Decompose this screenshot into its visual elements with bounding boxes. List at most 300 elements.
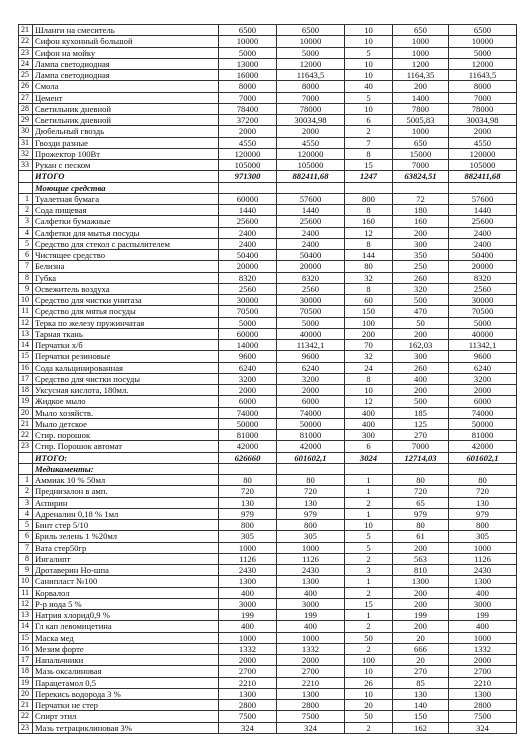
- unit-price: 260: [393, 362, 449, 373]
- unit-price: 200: [393, 598, 449, 609]
- row-number: 28: [19, 103, 33, 114]
- row-number: 2: [19, 205, 33, 216]
- item-name: Шланги на смеситель: [33, 25, 219, 36]
- quantity: 400: [345, 407, 393, 418]
- total-amount: 80: [449, 475, 517, 486]
- row-number: [19, 452, 33, 463]
- planned-amount: 74000: [219, 407, 277, 418]
- planned-amount: 2210: [219, 677, 277, 688]
- total-amount: 1332: [449, 643, 517, 654]
- table-row: [19, 396, 517, 407]
- planned-amount: 2000: [219, 655, 277, 666]
- table-row: [19, 632, 517, 643]
- table-row: [19, 722, 517, 733]
- planned-amount: 1126: [219, 553, 277, 564]
- actual-amount: 4550: [277, 137, 345, 148]
- actual-amount: 2400: [277, 238, 345, 249]
- table-row: [19, 531, 517, 542]
- table-row: [19, 250, 517, 261]
- total-amount: 25600: [449, 216, 517, 227]
- row-number: 30: [19, 126, 33, 137]
- unit-price: 1200: [393, 58, 449, 69]
- item-name: Средство для чистки посуды: [33, 373, 219, 384]
- actual-amount: [277, 463, 345, 474]
- quantity: 15: [345, 160, 393, 171]
- quantity: 1: [345, 508, 393, 519]
- actual-amount: 6000: [277, 396, 345, 407]
- actual-amount: 11643,5: [277, 70, 345, 81]
- unit-price: 200: [393, 587, 449, 598]
- total-amount: 70500: [449, 306, 517, 317]
- total-amount: 305: [449, 531, 517, 542]
- actual-amount: 400: [277, 621, 345, 632]
- table-row: [19, 666, 517, 677]
- planned-amount: 400: [219, 587, 277, 598]
- unit-price: 810: [393, 565, 449, 576]
- unit-price: 12714,03: [393, 452, 449, 463]
- actual-amount: 1300: [277, 688, 345, 699]
- row-number: 32: [19, 148, 33, 159]
- section-header-row: [19, 463, 517, 474]
- planned-amount: 5000: [219, 317, 277, 328]
- table-row: [19, 655, 517, 666]
- item-name: Лампа светодиодная: [33, 58, 219, 69]
- actual-amount: 80: [277, 475, 345, 486]
- planned-amount: 2560: [219, 283, 277, 294]
- total-amount: 50000: [449, 418, 517, 429]
- row-number: 33: [19, 160, 33, 171]
- quantity: 26: [345, 677, 393, 688]
- actual-amount: 9600: [277, 351, 345, 362]
- unit-price: 20: [393, 632, 449, 643]
- unit-price: 7000: [393, 441, 449, 452]
- table-row: [19, 25, 517, 36]
- unit-price: 300: [393, 351, 449, 362]
- row-number: [19, 182, 33, 193]
- row-number: 18: [19, 666, 33, 677]
- planned-amount: 2430: [219, 565, 277, 576]
- row-number: 22: [19, 36, 33, 47]
- unit-price: 650: [393, 137, 449, 148]
- actual-amount: 120000: [277, 148, 345, 159]
- actual-amount: 74000: [277, 407, 345, 418]
- item-name: ИТОГО:: [33, 452, 219, 463]
- total-amount: 12000: [449, 58, 517, 69]
- row-number: 15: [19, 632, 33, 643]
- quantity: 1: [345, 576, 393, 587]
- actual-amount: 882411,68: [277, 171, 345, 182]
- row-number: 16: [19, 362, 33, 373]
- row-number: 10: [19, 295, 33, 306]
- quantity: 2: [345, 643, 393, 654]
- quantity: 8: [345, 148, 393, 159]
- actual-amount: 11342,1: [277, 340, 345, 351]
- quantity: 80: [345, 261, 393, 272]
- quantity: 2: [345, 126, 393, 137]
- table-row: [19, 677, 517, 688]
- actual-amount: 2560: [277, 283, 345, 294]
- table-row: [19, 430, 517, 441]
- total-amount: 8320: [449, 272, 517, 283]
- actual-amount: 70500: [277, 306, 345, 317]
- actual-amount: 25600: [277, 216, 345, 227]
- planned-amount: 2700: [219, 666, 277, 677]
- unit-price: [393, 182, 449, 193]
- planned-amount: 70500: [219, 306, 277, 317]
- row-number: 2: [19, 486, 33, 497]
- table-row: [19, 418, 517, 429]
- row-number: 6: [19, 250, 33, 261]
- item-name: Белизна: [33, 261, 219, 272]
- actual-amount: 130: [277, 497, 345, 508]
- total-amount: 30034,98: [449, 115, 517, 126]
- item-name: Средство для мятья посуды: [33, 306, 219, 317]
- total-amount: [449, 463, 517, 474]
- table-row: [19, 193, 517, 204]
- quantity: 1: [345, 475, 393, 486]
- planned-amount: 7500: [219, 711, 277, 722]
- table-row: [19, 610, 517, 621]
- row-number: 21: [19, 25, 33, 36]
- unit-price: 150: [393, 711, 449, 722]
- unit-price: 80: [393, 520, 449, 531]
- total-amount: 50400: [449, 250, 517, 261]
- item-name: Гл кап левомицетина: [33, 621, 219, 632]
- table-row: [19, 47, 517, 58]
- unit-price: 270: [393, 666, 449, 677]
- row-number: 8: [19, 272, 33, 283]
- row-number: 11: [19, 306, 33, 317]
- table-row: [19, 553, 517, 564]
- actual-amount: [277, 182, 345, 193]
- quantity: 5: [345, 47, 393, 58]
- row-number: 27: [19, 92, 33, 103]
- quantity: 32: [345, 351, 393, 362]
- row-number: 17: [19, 373, 33, 384]
- item-name: Губка: [33, 272, 219, 283]
- item-name: Натрия хлорид0,9 %: [33, 610, 219, 621]
- total-amount: 120000: [449, 148, 517, 159]
- quantity: 8: [345, 373, 393, 384]
- row-number: 12: [19, 317, 33, 328]
- row-number: 14: [19, 621, 33, 632]
- actual-amount: 8000: [277, 81, 345, 92]
- total-row: [19, 452, 517, 463]
- planned-amount: 50000: [219, 418, 277, 429]
- row-number: 1: [19, 193, 33, 204]
- total-amount: [449, 182, 517, 193]
- unit-price: 63824,51: [393, 171, 449, 182]
- unit-price: 350: [393, 250, 449, 261]
- table-row: [19, 137, 517, 148]
- table-body: [19, 25, 517, 734]
- table-row: [19, 621, 517, 632]
- quantity: 1247: [345, 171, 393, 182]
- unit-price: 563: [393, 553, 449, 564]
- item-name: Терка по железу пружинчатая: [33, 317, 219, 328]
- row-number: 17: [19, 655, 33, 666]
- actual-amount: 2000: [277, 126, 345, 137]
- item-name: Салфетки для мытья посуды: [33, 227, 219, 238]
- row-number: 13: [19, 610, 33, 621]
- unit-price: 80: [393, 475, 449, 486]
- table-row: [19, 598, 517, 609]
- total-amount: 78000: [449, 103, 517, 114]
- total-amount: 2400: [449, 238, 517, 249]
- item-name: Ингалипт: [33, 553, 219, 564]
- row-number: [19, 463, 33, 474]
- quantity: 32: [345, 272, 393, 283]
- table-row: [19, 385, 517, 396]
- unit-price: 250: [393, 261, 449, 272]
- total-amount: 42000: [449, 441, 517, 452]
- item-name: Тарная ткань: [33, 328, 219, 339]
- total-amount: 4550: [449, 137, 517, 148]
- row-number: 12: [19, 598, 33, 609]
- planned-amount: 9600: [219, 351, 277, 362]
- quantity: 1: [345, 486, 393, 497]
- quantity: 3024: [345, 452, 393, 463]
- unit-price: 320: [393, 283, 449, 294]
- quantity: 10: [345, 666, 393, 677]
- unit-price: 300: [393, 238, 449, 249]
- unit-price: 7800: [393, 103, 449, 114]
- actual-amount: 3000: [277, 598, 345, 609]
- quantity: 160: [345, 216, 393, 227]
- total-amount: 6500: [449, 25, 517, 36]
- table-row: [19, 362, 517, 373]
- total-amount: 400: [449, 587, 517, 598]
- planned-amount: 78400: [219, 103, 277, 114]
- table-row: [19, 272, 517, 283]
- planned-amount: 3200: [219, 373, 277, 384]
- actual-amount: 400: [277, 587, 345, 598]
- unit-price: 65: [393, 497, 449, 508]
- item-name: Мазь оксалиновая: [33, 666, 219, 677]
- total-amount: 3000: [449, 598, 517, 609]
- table-row: [19, 295, 517, 306]
- unit-price: 500: [393, 396, 449, 407]
- planned-amount: 105000: [219, 160, 277, 171]
- unit-price: 162: [393, 722, 449, 733]
- unit-price: 260: [393, 272, 449, 283]
- actual-amount: 57600: [277, 193, 345, 204]
- unit-price: 666: [393, 643, 449, 654]
- unit-price: 1400: [393, 92, 449, 103]
- table-row: [19, 58, 517, 69]
- total-amount: 1300: [449, 688, 517, 699]
- table-row: [19, 508, 517, 519]
- row-number: 16: [19, 643, 33, 654]
- table-row: [19, 373, 517, 384]
- table-row: [19, 520, 517, 531]
- actual-amount: 6240: [277, 362, 345, 373]
- unit-price: 270: [393, 430, 449, 441]
- planned-amount: 1000: [219, 632, 277, 643]
- item-name: Перчатки не стер: [33, 700, 219, 711]
- total-amount: 20000: [449, 261, 517, 272]
- planned-amount: 7000: [219, 92, 277, 103]
- quantity: 24: [345, 362, 393, 373]
- table-row: [19, 475, 517, 486]
- item-name: Аммиак 10 % 50мл: [33, 475, 219, 486]
- total-amount: 1440: [449, 205, 517, 216]
- unit-price: 200: [393, 81, 449, 92]
- quantity: 10: [345, 688, 393, 699]
- item-name: Гвозди разные: [33, 137, 219, 148]
- row-number: 26: [19, 81, 33, 92]
- actual-amount: 81000: [277, 430, 345, 441]
- total-amount: 400: [449, 621, 517, 632]
- actual-amount: 7500: [277, 711, 345, 722]
- total-amount: 5000: [449, 317, 517, 328]
- unit-price: 72: [393, 193, 449, 204]
- table-row: [19, 328, 517, 339]
- row-number: 13: [19, 328, 33, 339]
- table-row: [19, 148, 517, 159]
- planned-amount: 25600: [219, 216, 277, 227]
- total-amount: 40000: [449, 328, 517, 339]
- row-number: 23: [19, 47, 33, 58]
- row-number: 20: [19, 407, 33, 418]
- unit-price: 979: [393, 508, 449, 519]
- item-name: Перчатки резиновые: [33, 351, 219, 362]
- total-amount: 74000: [449, 407, 517, 418]
- row-number: 25: [19, 70, 33, 81]
- unit-price: 720: [393, 486, 449, 497]
- planned-amount: 626660: [219, 452, 277, 463]
- planned-amount: 2800: [219, 700, 277, 711]
- planned-amount: 199: [219, 610, 277, 621]
- total-amount: 601602,1: [449, 452, 517, 463]
- actual-amount: 1440: [277, 205, 345, 216]
- row-number: 6: [19, 531, 33, 542]
- row-number: 23: [19, 441, 33, 452]
- item-name: Светильник дневной: [33, 115, 219, 126]
- planned-amount: 14000: [219, 340, 277, 351]
- unit-price: 470: [393, 306, 449, 317]
- table-row: [19, 160, 517, 171]
- planned-amount: 80: [219, 475, 277, 486]
- unit-price: 7000: [393, 160, 449, 171]
- unit-price: 650: [393, 25, 449, 36]
- table-row: [19, 283, 517, 294]
- total-amount: 2700: [449, 666, 517, 677]
- planned-amount: 6240: [219, 362, 277, 373]
- table-row: [19, 700, 517, 711]
- actual-amount: 2000: [277, 655, 345, 666]
- row-number: 14: [19, 340, 33, 351]
- planned-amount: 60000: [219, 193, 277, 204]
- row-number: 7: [19, 261, 33, 272]
- row-number: 20: [19, 688, 33, 699]
- quantity: 6: [345, 115, 393, 126]
- table-row: [19, 205, 517, 216]
- quantity: 300: [345, 430, 393, 441]
- item-name: Корвалол: [33, 587, 219, 598]
- total-amount: 6240: [449, 362, 517, 373]
- actual-amount: 2430: [277, 565, 345, 576]
- table-row: [19, 306, 517, 317]
- table-row: [19, 103, 517, 114]
- unit-price: 1000: [393, 126, 449, 137]
- planned-amount: 37200: [219, 115, 277, 126]
- table-row: [19, 261, 517, 272]
- unit-price: 200: [393, 621, 449, 632]
- actual-amount: 12000: [277, 58, 345, 69]
- total-amount: 1000: [449, 632, 517, 643]
- planned-amount: 720: [219, 486, 277, 497]
- total-amount: 30000: [449, 295, 517, 306]
- actual-amount: 1126: [277, 553, 345, 564]
- actual-amount: 40000: [277, 328, 345, 339]
- unit-price: 130: [393, 688, 449, 699]
- actual-amount: 2000: [277, 385, 345, 396]
- unit-price: [393, 463, 449, 474]
- quantity: 10: [345, 36, 393, 47]
- total-amount: 9600: [449, 351, 517, 362]
- item-name: Вата стер50гр: [33, 542, 219, 553]
- unit-price: 200: [393, 542, 449, 553]
- quantity: 150: [345, 306, 393, 317]
- quantity: 8: [345, 238, 393, 249]
- actual-amount: 3200: [277, 373, 345, 384]
- quantity: 8: [345, 283, 393, 294]
- quantity: 10: [345, 58, 393, 69]
- actual-amount: 78000: [277, 103, 345, 114]
- item-name: Р-р иода 5 %: [33, 598, 219, 609]
- total-amount: 2210: [449, 677, 517, 688]
- quantity: 5: [345, 92, 393, 103]
- planned-amount: 2400: [219, 238, 277, 249]
- planned-amount: 1300: [219, 576, 277, 587]
- item-name: Преднизалон в амп.: [33, 486, 219, 497]
- item-name: Медикаменты:: [33, 463, 219, 474]
- quantity: 800: [345, 193, 393, 204]
- total-amount: 720: [449, 486, 517, 497]
- item-name: Чистящее средство: [33, 250, 219, 261]
- item-name: Освежитель воздуха: [33, 283, 219, 294]
- item-name: Сода пищевая: [33, 205, 219, 216]
- quantity: 10: [345, 70, 393, 81]
- item-name: Моющие средства: [33, 182, 219, 193]
- total-amount: 130: [449, 497, 517, 508]
- total-amount: 2000: [449, 385, 517, 396]
- unit-price: 160: [393, 216, 449, 227]
- item-name: Дротаверин Но-шпа: [33, 565, 219, 576]
- total-amount: 7000: [449, 92, 517, 103]
- table-row: [19, 238, 517, 249]
- actual-amount: 305: [277, 531, 345, 542]
- unit-price: 15000: [393, 148, 449, 159]
- quantity: 60: [345, 295, 393, 306]
- quantity: 2: [345, 497, 393, 508]
- planned-amount: 800: [219, 520, 277, 531]
- total-amount: 11643,5: [449, 70, 517, 81]
- item-name: Мазь тетрациклиновая 3%: [33, 722, 219, 733]
- total-amount: 2430: [449, 565, 517, 576]
- total-amount: 800: [449, 520, 517, 531]
- actual-amount: 7000: [277, 92, 345, 103]
- table-row: [19, 441, 517, 452]
- planned-amount: 971300: [219, 171, 277, 182]
- total-amount: 1300: [449, 576, 517, 587]
- unit-price: 200: [393, 227, 449, 238]
- item-name: Лампа светодиодная: [33, 70, 219, 81]
- actual-amount: 601602,1: [277, 452, 345, 463]
- planned-amount: 324: [219, 722, 277, 733]
- total-amount: 8000: [449, 81, 517, 92]
